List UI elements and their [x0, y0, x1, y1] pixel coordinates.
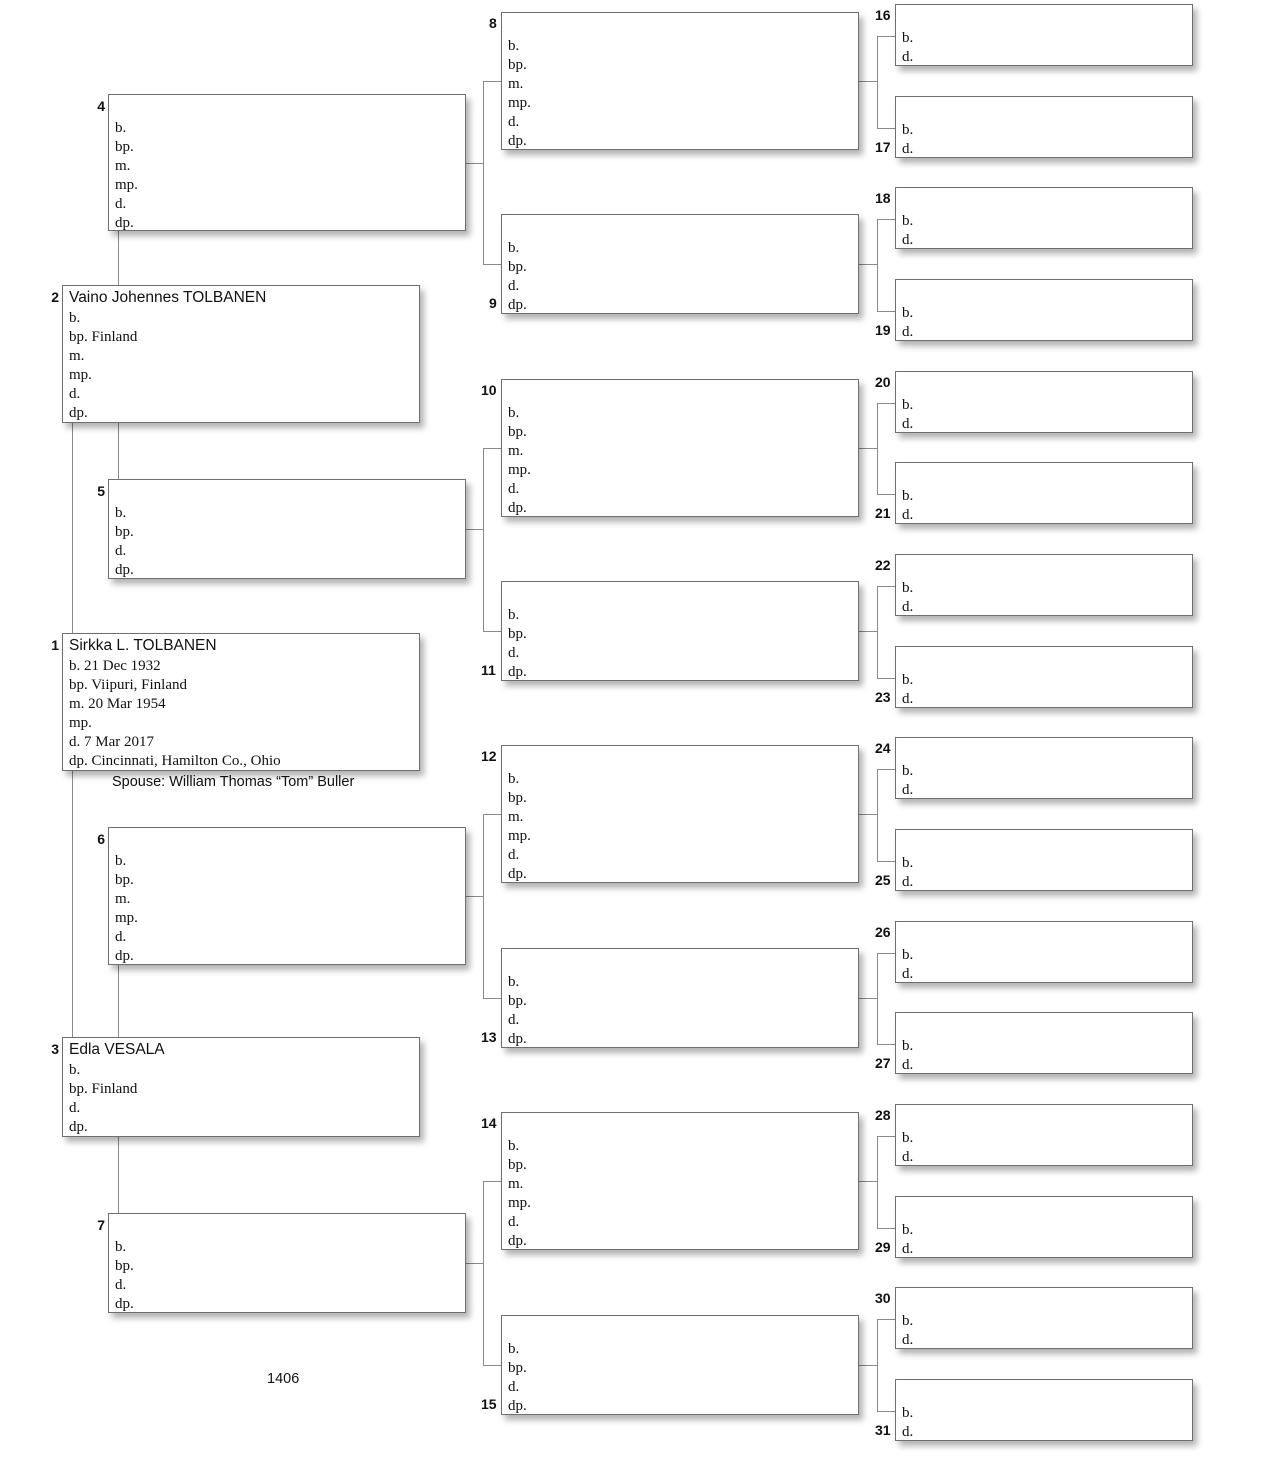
- person-detail-line: b. 21 Dec 1932: [69, 658, 161, 674]
- person-detail-line: dp.: [115, 1296, 134, 1312]
- ahnentafel-number: 26: [875, 924, 891, 940]
- person-detail-line: b.: [902, 580, 914, 596]
- ahnentafel-number: 4: [97, 98, 105, 114]
- person-box-30: [895, 1287, 1193, 1349]
- ahnentafel-number: 25: [875, 872, 891, 888]
- person-name: Edla VESALA: [69, 1041, 165, 1058]
- person-detail-line: dp.: [508, 866, 527, 882]
- person-detail-line: d.: [69, 1100, 81, 1116]
- person-detail-line: dp.: [69, 1119, 88, 1135]
- person-detail-line: b.: [69, 1062, 81, 1078]
- person-box-3: [62, 1037, 420, 1137]
- ahnentafel-number: 30: [875, 1290, 891, 1306]
- person-detail-line: b.: [902, 488, 914, 504]
- person-detail-line: bp.: [115, 1258, 134, 1274]
- person-detail-line: d.: [902, 140, 914, 157]
- ahnentafel-number: 8: [489, 15, 497, 31]
- person-detail-line: b.: [902, 855, 914, 871]
- connector-line: [466, 1263, 483, 1264]
- person-detail-line: b.: [902, 1222, 914, 1238]
- connector-line: [483, 81, 501, 82]
- person-detail-line: mp.: [69, 715, 92, 731]
- person-detail-line: dp.: [115, 562, 134, 578]
- person-detail-line: m.: [115, 158, 131, 174]
- person-detail-line: d.: [115, 196, 127, 212]
- connector-line: [877, 586, 878, 678]
- ahnentafel-number: 16: [875, 7, 891, 23]
- person-detail-line: b.: [902, 305, 914, 321]
- person-detail-line: b.: [115, 505, 127, 521]
- person-detail-line: d.: [902, 1331, 914, 1348]
- person-name: Sirkka L. TOLBANEN: [69, 637, 217, 654]
- person-box-22: [895, 554, 1193, 616]
- person-detail-line: dp.: [508, 297, 527, 313]
- connector-line: [877, 1319, 878, 1411]
- person-detail-line: bp.: [508, 424, 527, 440]
- person-box-31: [895, 1379, 1193, 1441]
- connector-line: [118, 231, 119, 285]
- person-box-24: [895, 737, 1193, 799]
- person-box-25: [895, 829, 1193, 891]
- connector-line: [483, 1181, 484, 1365]
- person-box-21: [895, 462, 1193, 524]
- person-box-11: [501, 581, 859, 681]
- person-detail-line: b.: [902, 397, 914, 413]
- person-detail-line: m. 20 Mar 1954: [69, 696, 166, 712]
- person-box-4: [108, 94, 466, 231]
- person-detail-line: bp.: [115, 524, 134, 540]
- page-number: 1406: [267, 1371, 300, 1387]
- person-detail-line: d.: [115, 1277, 127, 1293]
- person-detail-line: d.: [508, 645, 520, 661]
- person-detail-line: d.: [508, 1214, 520, 1230]
- ahnentafel-number: 21: [875, 505, 891, 521]
- person-detail-line: b.: [115, 853, 127, 869]
- connector-line: [466, 896, 483, 897]
- person-detail-line: mp.: [508, 95, 531, 111]
- person-name: Vaino Johennes TOLBANEN: [69, 289, 267, 306]
- person-detail-line: d.: [508, 114, 520, 130]
- connector-line: [877, 586, 895, 587]
- connector-line: [877, 861, 895, 862]
- ahnentafel-number: 17: [875, 139, 891, 155]
- person-detail-line: m.: [115, 891, 131, 907]
- person-box-19: [895, 279, 1193, 341]
- ahnentafel-number: 19: [875, 322, 891, 338]
- connector-line: [466, 529, 483, 530]
- ahnentafel-number: 28: [875, 1107, 891, 1123]
- person-box-9: [501, 214, 859, 314]
- person-detail-line: d.: [902, 690, 914, 707]
- person-detail-line: mp.: [508, 828, 531, 844]
- connector-line: [859, 1181, 877, 1182]
- person-detail-line: b.: [508, 240, 520, 256]
- connector-line: [483, 814, 484, 998]
- person-detail-line: dp.: [508, 1233, 527, 1249]
- person-detail-line: dp.: [508, 500, 527, 516]
- person-box-17: [895, 96, 1193, 158]
- ahnentafel-number: 6: [97, 831, 105, 847]
- connector-line: [859, 631, 877, 632]
- person-detail-line: d.: [902, 873, 914, 890]
- person-detail-line: dp.: [69, 405, 88, 421]
- connector-line: [483, 81, 484, 264]
- person-box-8: [501, 12, 859, 150]
- spouse-note: Spouse: William Thomas “Tom” Buller: [112, 774, 355, 790]
- person-box-6: [108, 827, 466, 965]
- person-detail-line: bp. Viipuri, Finland: [69, 677, 187, 693]
- person-box-13: [501, 948, 859, 1048]
- connector-line: [859, 998, 877, 999]
- ahnentafel-number: 20: [875, 374, 891, 390]
- connector-line: [877, 403, 878, 494]
- person-detail-line: d.: [902, 1056, 914, 1073]
- person-detail-line: d.: [508, 481, 520, 497]
- person-detail-line: d.: [902, 1148, 914, 1165]
- connector-line: [877, 1319, 895, 1320]
- ahnentafel-number: 24: [875, 740, 891, 756]
- connector-line: [483, 264, 501, 265]
- person-box-2: [62, 285, 420, 423]
- person-detail-line: b.: [902, 30, 914, 46]
- ahnentafel-number: 23: [875, 689, 891, 705]
- ahnentafel-number: 2: [51, 289, 59, 305]
- person-detail-line: mp.: [508, 462, 531, 478]
- person-detail-line: bp. Finland: [69, 329, 138, 345]
- connector-line: [859, 81, 877, 82]
- person-detail-line: b.: [508, 1341, 520, 1357]
- connector-line: [859, 448, 877, 449]
- person-detail-line: bp.: [115, 872, 134, 888]
- connector-line: [483, 814, 501, 815]
- person-detail-line: bp.: [508, 57, 527, 73]
- connector-line: [118, 423, 119, 479]
- person-detail-line: bp.: [508, 259, 527, 275]
- person-detail-line: b.: [508, 38, 520, 54]
- connector-line: [877, 1044, 895, 1045]
- connector-line: [118, 965, 119, 1037]
- person-detail-line: dp.: [508, 1031, 527, 1047]
- person-detail-line: b.: [508, 771, 520, 787]
- ahnentafel-number: 5: [97, 483, 105, 499]
- person-detail-line: d.: [902, 231, 914, 248]
- connector-line: [877, 128, 895, 129]
- person-box-14: [501, 1112, 859, 1250]
- person-detail-line: b.: [902, 122, 914, 138]
- connector-line: [483, 1181, 501, 1182]
- ahnentafel-number: 7: [97, 1217, 105, 1233]
- person-detail-line: d.: [902, 506, 914, 523]
- ahnentafel-number: 12: [481, 748, 497, 764]
- connector-line: [859, 264, 877, 265]
- person-detail-line: d.: [508, 1012, 520, 1028]
- connector-line: [877, 219, 895, 220]
- connector-line: [877, 953, 878, 1044]
- person-detail-line: d.: [902, 1240, 914, 1257]
- connector-line: [483, 448, 484, 631]
- connector-line: [877, 769, 878, 861]
- person-detail-line: b.: [902, 763, 914, 779]
- person-box-5: [108, 479, 466, 579]
- connector-line: [877, 1411, 895, 1412]
- connector-line: [466, 163, 483, 164]
- ahnentafel-number: 22: [875, 557, 891, 573]
- person-detail-line: m.: [508, 76, 524, 92]
- ahnentafel-number: 15: [481, 1396, 497, 1412]
- person-box-12: [501, 745, 859, 883]
- person-detail-line: m.: [508, 443, 524, 459]
- ahnentafel-number: 10: [481, 382, 497, 398]
- person-detail-line: mp.: [115, 910, 138, 926]
- person-detail-line: b.: [508, 405, 520, 421]
- connector-line: [877, 403, 895, 404]
- connector-line: [118, 1137, 119, 1213]
- person-detail-line: bp. Finland: [69, 1081, 138, 1097]
- ahnentafel-number: 31: [875, 1422, 891, 1438]
- person-detail-line: dp. Cincinnati, Hamilton Co., Ohio: [69, 753, 281, 769]
- connector-line: [483, 448, 501, 449]
- person-box-26: [895, 921, 1193, 983]
- ahnentafel-number: 18: [875, 190, 891, 206]
- person-detail-line: d.: [902, 781, 914, 798]
- person-detail-line: d.: [508, 278, 520, 294]
- person-detail-line: bp.: [115, 139, 134, 155]
- person-box-29: [895, 1196, 1193, 1258]
- ahnentafel-number: 11: [481, 662, 496, 678]
- person-detail-line: b.: [115, 120, 127, 136]
- person-detail-line: mp.: [115, 177, 138, 193]
- connector-line: [877, 219, 878, 311]
- connector-line: [859, 814, 877, 815]
- person-detail-line: d.: [902, 965, 914, 982]
- person-detail-line: b.: [69, 310, 81, 326]
- person-detail-line: d.: [902, 1423, 914, 1440]
- person-box-28: [895, 1104, 1193, 1166]
- person-detail-line: d.: [115, 543, 127, 559]
- ahnentafel-number: 1: [51, 637, 59, 653]
- person-detail-line: b.: [902, 1130, 914, 1146]
- connector-line: [877, 1228, 895, 1229]
- person-detail-line: dp.: [115, 948, 134, 964]
- person-detail-line: dp.: [508, 1398, 527, 1414]
- person-detail-line: b.: [508, 1138, 520, 1154]
- person-box-15: [501, 1315, 859, 1415]
- connector-line: [877, 36, 878, 128]
- person-detail-line: bp.: [508, 1157, 527, 1173]
- connector-line: [877, 1136, 895, 1137]
- connector-line: [877, 494, 895, 495]
- connector-line: [483, 631, 501, 632]
- person-detail-line: b.: [115, 1239, 127, 1255]
- person-detail-line: m.: [508, 809, 524, 825]
- person-detail-line: bp.: [508, 993, 527, 1009]
- connector-line: [877, 36, 895, 37]
- person-detail-line: d.: [69, 386, 81, 402]
- person-box-18: [895, 187, 1193, 249]
- person-box-10: [501, 379, 859, 517]
- person-detail-line: b.: [902, 1313, 914, 1329]
- person-detail-line: d.: [902, 48, 914, 65]
- connector-line: [877, 769, 895, 770]
- person-detail-line: d.: [902, 415, 914, 432]
- connector-line: [483, 998, 501, 999]
- person-detail-line: bp.: [508, 790, 527, 806]
- person-detail-line: m.: [69, 348, 85, 364]
- person-box-27: [895, 1012, 1193, 1074]
- person-box-16: [895, 4, 1193, 66]
- ahnentafel-number: 14: [481, 1115, 497, 1131]
- person-detail-line: bp.: [508, 626, 527, 642]
- connector-line: [877, 1136, 878, 1228]
- person-detail-line: d.: [508, 847, 520, 863]
- person-detail-line: bp.: [508, 1360, 527, 1376]
- person-detail-line: d.: [115, 929, 127, 945]
- person-detail-line: mp.: [508, 1195, 531, 1211]
- person-detail-line: b.: [902, 1038, 914, 1054]
- ahnentafel-number: 29: [875, 1239, 891, 1255]
- person-detail-line: dp.: [508, 133, 527, 149]
- person-box-23: [895, 646, 1193, 708]
- connector-line: [859, 1365, 877, 1366]
- person-detail-line: b.: [902, 213, 914, 229]
- person-detail-line: d.: [902, 598, 914, 615]
- person-detail-line: mp.: [69, 367, 92, 383]
- ahnentafel-number: 27: [875, 1055, 891, 1071]
- ahnentafel-number: 9: [489, 295, 497, 311]
- person-box-1: [62, 633, 420, 771]
- person-detail-line: b.: [902, 672, 914, 688]
- person-detail-line: b.: [902, 947, 914, 963]
- connector-line: [877, 953, 895, 954]
- connector-line: [877, 311, 895, 312]
- ahnentafel-number: 13: [481, 1029, 497, 1045]
- connector-line: [483, 1365, 501, 1366]
- person-detail-line: dp.: [508, 664, 527, 680]
- person-detail-line: d.: [902, 323, 914, 340]
- person-detail-line: b.: [508, 974, 520, 990]
- person-box-20: [895, 371, 1193, 433]
- person-detail-line: m.: [508, 1176, 524, 1192]
- person-detail-line: dp.: [115, 215, 134, 231]
- person-detail-line: d.: [508, 1379, 520, 1395]
- person-detail-line: b.: [902, 1405, 914, 1421]
- person-detail-line: d. 7 Mar 2017: [69, 734, 154, 750]
- ahnentafel-number: 3: [51, 1041, 59, 1057]
- connector-line: [877, 678, 895, 679]
- person-box-7: [108, 1213, 466, 1313]
- person-detail-line: b.: [508, 607, 520, 623]
